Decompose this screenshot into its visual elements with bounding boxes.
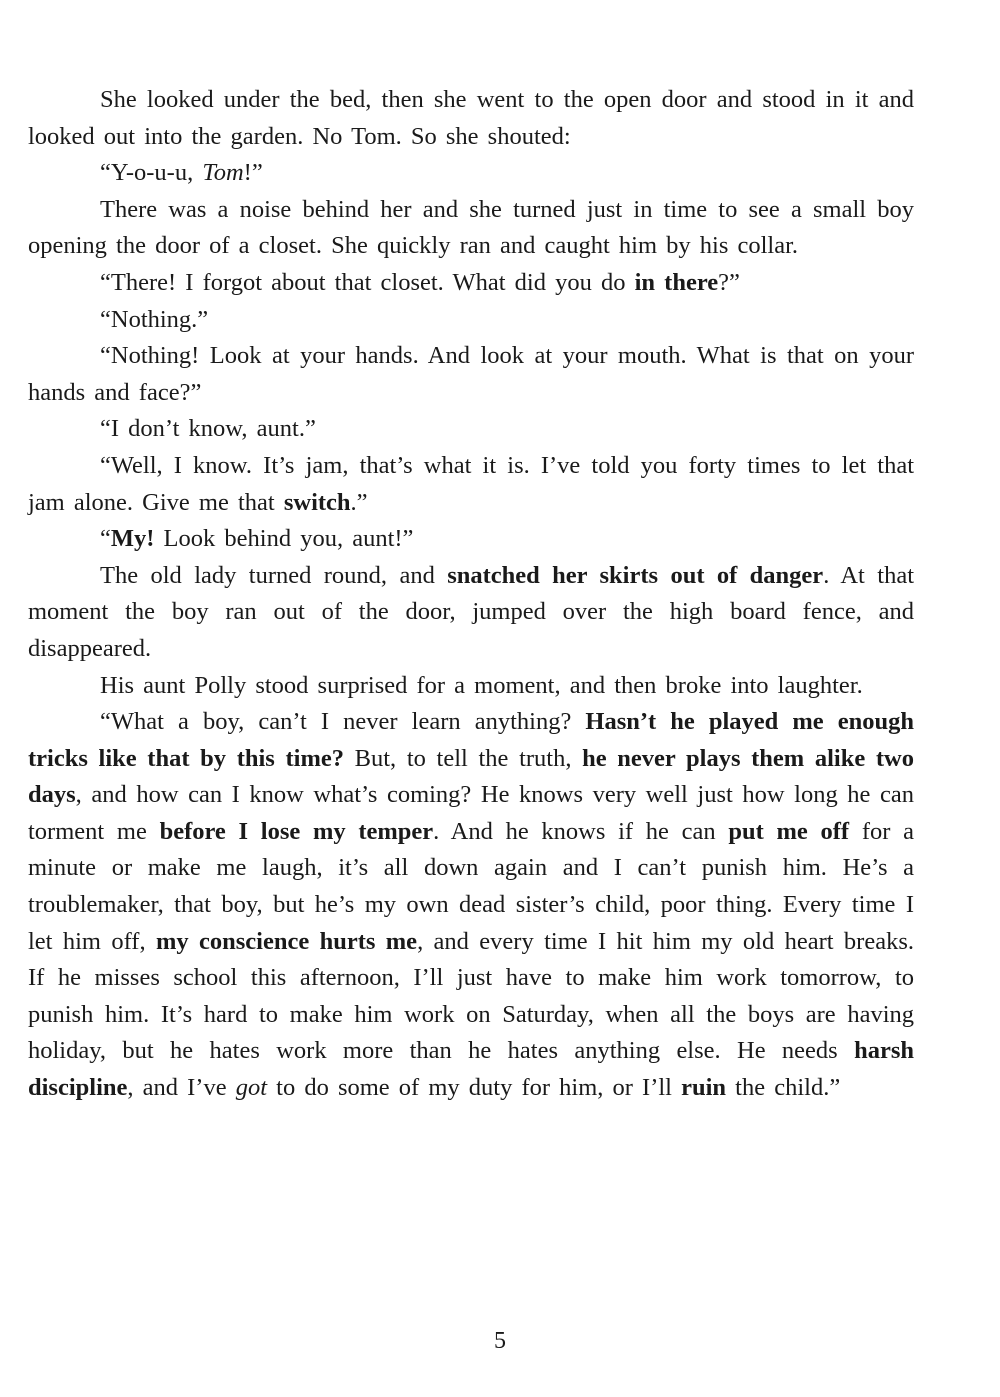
paragraph xyxy=(28,448,914,521)
text-run: , and how can I know what’s coming? He knows very well just how long he can torment me xyxy=(28,781,914,845)
bold-phrase: in there xyxy=(634,268,719,296)
text-run: , and every time I hit him my old heart breaks. If he misses school this afternoon, I’ll just have to make him work tomorrow, to punish him. It’s hard to make him work on Saturday, when all the boys are having holiday, but he hates work more than he hates anything else. He needs xyxy=(28,927,914,1065)
text-run: “Y-o-u-u, xyxy=(100,159,203,187)
italic-phrase: got xyxy=(235,1074,268,1102)
text-run: “What a boy, can’t I never learn anything? xyxy=(100,708,586,736)
text-run: There was a noise behind her and she turned just in time to see a small boy opening the door of a closet. She quickly ran and caught him by his collar. xyxy=(28,195,914,260)
bold-phrase: ruin xyxy=(681,1074,727,1102)
paragraph xyxy=(28,302,914,339)
text-run: ?” xyxy=(718,268,740,296)
paragraph xyxy=(28,558,914,668)
text-run: Look behind you, aunt!” xyxy=(154,525,414,553)
paragraph xyxy=(28,521,914,558)
paragraph xyxy=(28,265,914,302)
text-run: But, to tell the truth, xyxy=(343,744,583,772)
paragraph xyxy=(28,411,914,448)
text-run: . At that moment the boy ran out of the door, jumped over the high board fence, and disappeared. xyxy=(28,561,914,662)
paragraph xyxy=(28,338,914,411)
bold-phrase: switch xyxy=(283,488,351,516)
paragraph xyxy=(28,192,914,265)
text-run: the child.” xyxy=(726,1074,841,1102)
bold-phrase: my conscience hurts me xyxy=(155,927,418,955)
paragraph xyxy=(28,668,914,705)
paragraph xyxy=(28,155,914,192)
text-run: His aunt Polly stood surprised for a moment, and then broke into laughter. xyxy=(100,671,863,699)
italic-phrase: Tom xyxy=(202,159,244,187)
paragraph xyxy=(28,704,914,1107)
text-run: for a minute or make me laugh, it’s all down again and I can’t punish him. He’s a troublemaker, that boy, but he’s my own dead sister’s child, poor thing. Every time I let him off, xyxy=(28,817,914,955)
text-run: to do some of my duty for him, or I’ll xyxy=(267,1074,682,1102)
text-run: “Nothing! Look at your hands. And look at your mouth. What is that on your hands and face?” xyxy=(28,342,914,406)
bold-phrase: before I lose my temper xyxy=(159,817,434,845)
paragraph xyxy=(28,82,914,155)
text-run: !” xyxy=(243,159,263,187)
bold-phrase: My! xyxy=(110,525,155,553)
bold-phrase: put me off xyxy=(728,817,850,845)
text-run: She looked under the bed, then she went to the open door and stood in it and looked out into the garden. No Tom. So she shouted: xyxy=(28,86,914,150)
text-run: “I don’t know, aunt.” xyxy=(100,415,316,443)
bold-phrase: he never plays them alike two days xyxy=(28,744,914,809)
text-run: “Nothing.” xyxy=(100,305,209,333)
text-run: “ xyxy=(100,525,111,553)
body-text xyxy=(28,82,914,1107)
text-run: .” xyxy=(350,488,368,516)
text-run: , and I’ve xyxy=(127,1074,236,1102)
bold-phrase: harsh discipline xyxy=(28,1037,914,1102)
bold-phrase: snatched her skirts out of danger xyxy=(447,561,824,589)
text-run: “Well, I know. It’s jam, that’s what it is. I’ve told you forty times to let that jam alone. Give me that xyxy=(28,451,914,516)
text-run: The old lady turned round, and xyxy=(100,561,448,589)
page-number: 5 xyxy=(494,1328,506,1354)
text-run: . And he knows if he can xyxy=(433,817,729,845)
text-run: “There! I forgot about that closet. What did you do xyxy=(100,268,635,296)
bold-phrase: Hasn’t he played me enough tricks like that by this time? xyxy=(28,708,914,772)
